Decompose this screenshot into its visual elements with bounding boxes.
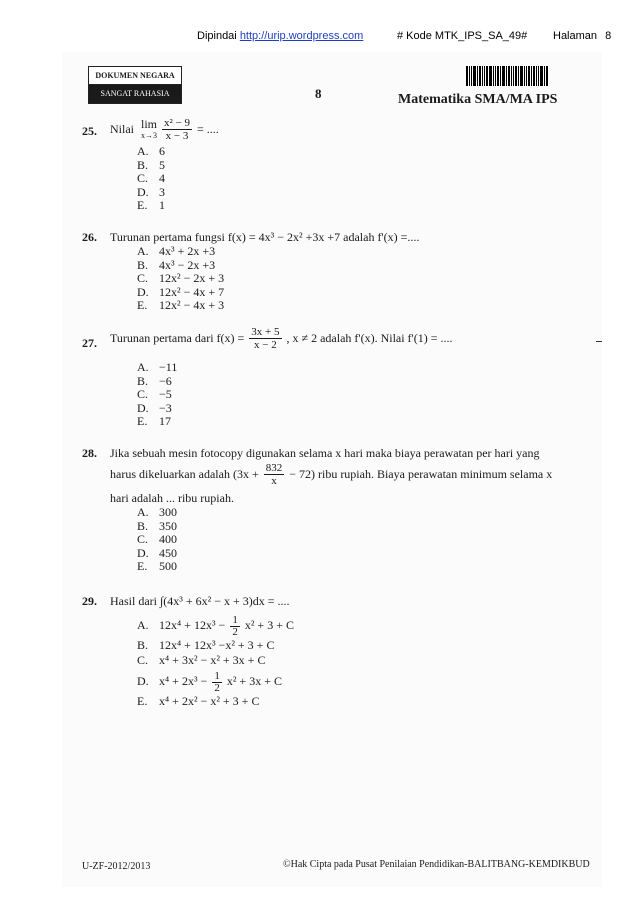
- barcode-bar: [473, 66, 476, 86]
- question-number: 25.: [82, 124, 97, 138]
- barcode-bar: [469, 66, 470, 86]
- options-list: [137, 144, 165, 212]
- barcode-bar: [479, 66, 481, 86]
- barcode-bar: [511, 66, 512, 86]
- barcode-bar: [544, 66, 545, 86]
- question-line: hari adalah ... ribu rupiah.: [110, 491, 234, 505]
- margin-mark: [596, 341, 602, 342]
- option: E. 17: [137, 414, 171, 428]
- barcode-bar: [536, 66, 537, 86]
- copyright-notice: ©Hak Cipta pada Pusat Penilaian Pendidikan-BALITBANG-KEMDIKBUD: [283, 859, 590, 870]
- barcode-bar: [484, 66, 485, 86]
- option: C. 12x² − 2x + 3: [137, 271, 225, 285]
- option: D. −3: [137, 400, 172, 415]
- barcode-bar: [500, 66, 501, 86]
- barcode-bar: [486, 66, 488, 86]
- barcode-bar: [528, 66, 530, 86]
- source-link[interactable]: http://urip.wordpress.com: [239, 30, 364, 42]
- barcode-bar: [524, 66, 525, 86]
- option: A. −11: [137, 360, 178, 374]
- limit-operator: lim x→3: [141, 116, 158, 140]
- question-number: 27.: [82, 336, 97, 350]
- barcode-bar: [533, 66, 535, 86]
- option: C. 4: [137, 171, 165, 185]
- barcode-bar: [526, 66, 527, 86]
- question-prefix: Nilai: [110, 122, 134, 136]
- page-label: Halaman: [553, 30, 598, 42]
- barcode-bar: [538, 66, 539, 86]
- option: B. 4x³ − 2x +3: [137, 257, 216, 272]
- barcode-bar: [482, 66, 483, 86]
- barcode-bar: [497, 66, 499, 86]
- option: C. x⁴ + 3x² − x² + 3x + C: [137, 653, 266, 667]
- options-list: [137, 612, 294, 709]
- barcode-bar: [477, 66, 478, 86]
- options-list: [137, 360, 177, 428]
- options-list: [137, 244, 224, 312]
- question-number: 26.: [82, 230, 97, 244]
- barcode-bar: [502, 66, 505, 86]
- question-suffix: , x ≠ 2 adalah f'(x). Nilai f'(1) = ....: [286, 331, 453, 345]
- option: E. 12x² − 4x + 3: [137, 298, 225, 312]
- question-text: [110, 326, 452, 351]
- barcode-bar: [471, 66, 472, 86]
- question-text: Hasil dari ∫(4x³ + 6x² − x + 3)dx = ....: [110, 594, 290, 608]
- option: A. 300: [137, 505, 177, 519]
- scan-header: [0, 30, 638, 46]
- question-line: harus dikeluarkan adalah (3x + $\frac{832}{x}$ − 72) ribu rupiah. Biaya perawatan minimum selama x: [110, 462, 553, 487]
- question-text: [110, 117, 219, 142]
- exam-code: U-ZF-2012/2013: [82, 861, 151, 872]
- page-indicator: [553, 30, 611, 42]
- option: A. 6: [137, 144, 165, 158]
- scanned-prefix: Dipindai: [197, 30, 237, 42]
- options-list: [137, 505, 177, 573]
- exam-page-number: 8: [315, 86, 322, 101]
- label-bottom: SANGAT RAHASIA: [89, 85, 181, 103]
- option: C. 400: [137, 532, 177, 546]
- option: A. 12x⁴ + 12x³ − $\frac{1}{2}$ x² + 3 + C: [137, 613, 294, 638]
- barcode-bar: [493, 66, 494, 86]
- option: C. −5: [137, 387, 172, 401]
- barcode-bar: [531, 66, 532, 86]
- barcode-bar: [495, 66, 496, 86]
- barcode-bar: [513, 66, 514, 86]
- subject-title: Matematika SMA/MA IPS: [398, 92, 558, 107]
- barcode-bar: [520, 66, 523, 86]
- cost-fraction: $\frac{832}{x}$: [265, 462, 283, 487]
- page-number: 8: [605, 30, 612, 42]
- question-text: Turunan pertama fungsi f(x) = 4x³ − 2x² +3x +7 adalah f'(x) =....: [110, 230, 420, 244]
- limit-fraction: $\frac{\text{x² − 9}}{x - 3}$: [164, 117, 191, 142]
- barcode: [466, 66, 562, 86]
- question-line: Jika sebuah mesin fotocopy digunakan selama x hari maka biaya perawatan per hari yang: [110, 446, 540, 460]
- barcode-bar: [506, 66, 507, 86]
- barcode-bar: [489, 66, 492, 86]
- option: E. x⁴ + 2x² − x² + 3 + C: [137, 694, 260, 708]
- label-top: DOKUMEN NEGARA: [89, 67, 181, 85]
- question-number: 28.: [82, 446, 97, 460]
- option: D. 12x² − 4x + 7: [137, 284, 225, 299]
- option: D. x⁴ + 2x³ − $\frac{1}{2}$ x² + 3x + C: [137, 669, 282, 694]
- option: B. 12x⁴ + 12x³ −x² + 3 + C: [137, 638, 275, 652]
- option: B. 5: [137, 157, 165, 172]
- document-classification-box: [88, 66, 182, 104]
- option: E. 1: [137, 198, 165, 212]
- option: A. 4x³ + 2x +3: [137, 244, 216, 258]
- half-fraction: $\frac{1}{2}$: [232, 613, 238, 638]
- barcode-bar: [518, 66, 519, 86]
- question-prefix: Turunan pertama dari f(x) =: [110, 331, 245, 345]
- barcode-bar: [508, 66, 510, 86]
- scanned-by: [197, 30, 363, 42]
- option: D. 3: [137, 184, 165, 199]
- barcode-bar: [540, 66, 543, 86]
- document-code: # Kode MTK_IPS_SA_49#: [397, 30, 528, 42]
- barcode-bar: [466, 66, 468, 86]
- barcode-bar: [515, 66, 517, 86]
- barcode-bar: [546, 66, 548, 86]
- question-suffix: = ....: [197, 122, 219, 136]
- option: E. 500: [137, 559, 177, 573]
- option: B. −6: [137, 373, 172, 388]
- option: D. 450: [137, 545, 177, 560]
- question-number: 29.: [82, 594, 97, 608]
- half-fraction: $\frac{1}{2}$: [214, 669, 220, 694]
- option: B. 350: [137, 518, 177, 533]
- function-fraction: $\frac{3x + 5}{x - 2}$: [251, 326, 280, 351]
